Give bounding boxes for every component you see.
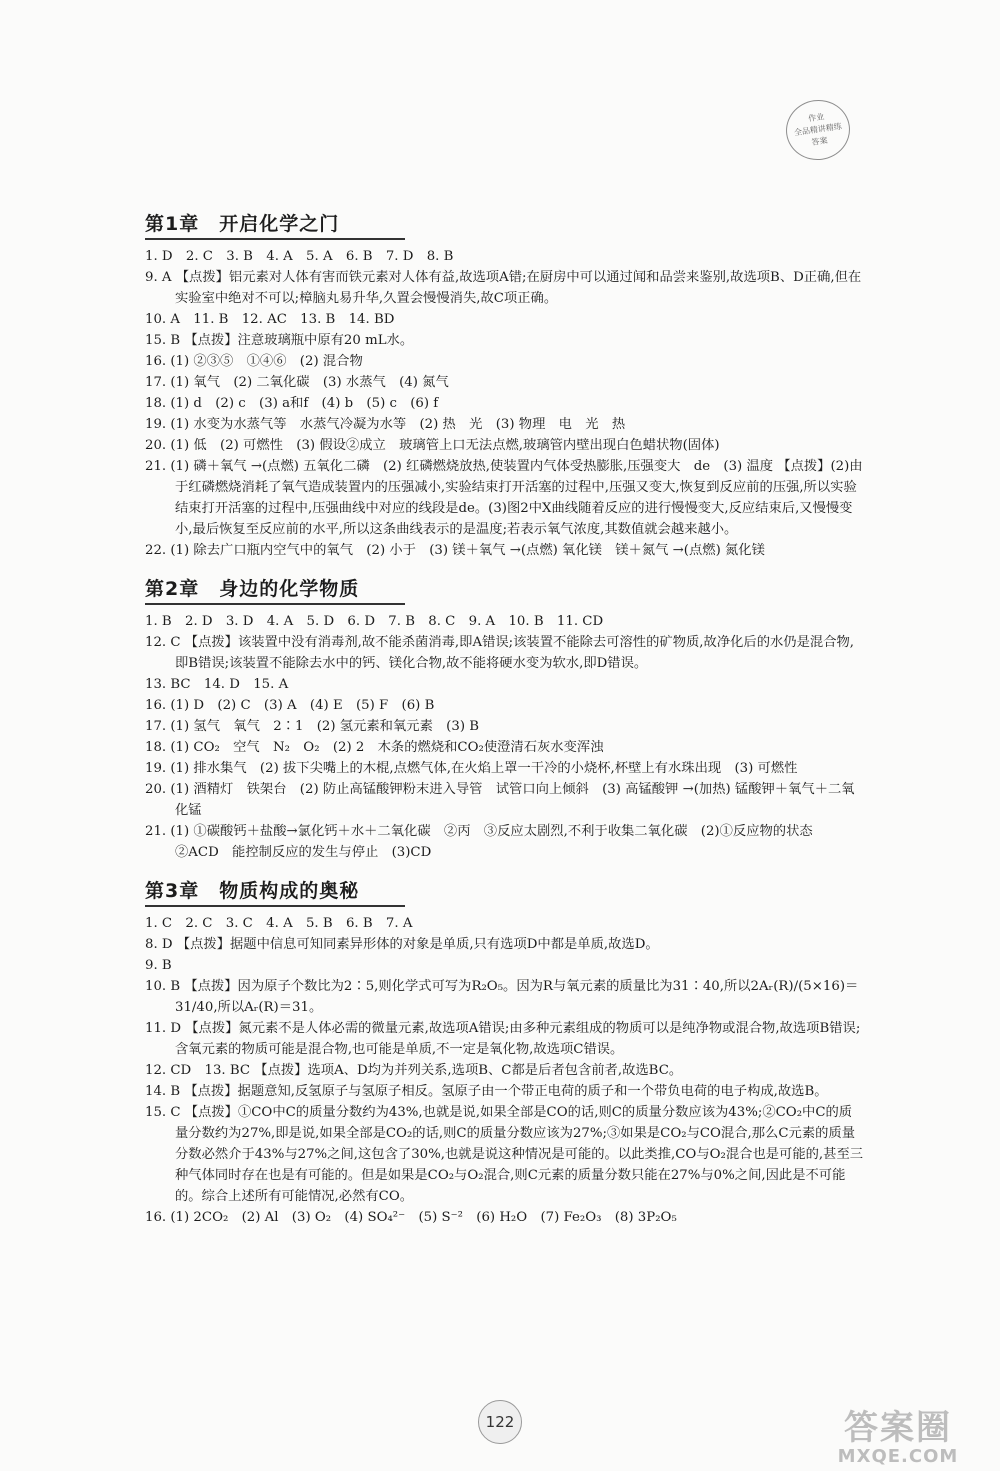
- chapter-title: 第2章 身边的化学物质: [145, 577, 405, 605]
- watermark-url: MXQE.COM: [837, 1446, 959, 1467]
- watermark-text: 答案圈: [844, 1408, 952, 1448]
- answer-line: 20. (1) 酒精灯 铁架台 (2) 防止高锰酸钾粉末进入导管 试管口向上倾斜 (3) 高锰酸钾 →(加热) 锰酸钾＋氧气＋二氧化锰: [145, 782, 855, 818]
- answer-line: 16. (1) ②③⑤ ①④⑥ (2) 混合物: [145, 354, 363, 369]
- answer-line: 9. B: [145, 958, 172, 973]
- answer-line: 13. BC 14. D 15. A: [145, 677, 289, 692]
- answer-line: 10. B 【点拨】因为原子个数比为2∶5,则化学式可写为R₂O₅。因为R与氧元素的质量比为31∶40,所以2Aᵣ(R)/(5×16)＝31/40,所以Aᵣ(R)＝31。: [145, 979, 859, 1015]
- answer-line: 18. (1) CO₂ 空气 N₂ O₂ (2) 2 木条的燃烧和CO₂使澄清石灰水变浑浊: [145, 740, 604, 755]
- answer-line: 19. (1) 排水集气 (2) 拔下尖嘴上的木棍,点燃气体,在火焰上罩一干冷的小烧杯,杯壁上有水珠出现 (3) 可燃性: [145, 761, 798, 776]
- answer-line: 20. (1) 低 (2) 可燃性 (3) 假设②成立 玻璃管上口无法点燃,玻璃管内壁出现白色蜡状物(固体): [145, 438, 720, 453]
- answer-line: 1. C 2. C 3. C 4. A 5. B 6. B 7. A: [145, 916, 413, 931]
- watermark-logo: [808, 1409, 988, 1467]
- answer-line: 12. C 【点拨】该装置中没有消毒剂,故不能杀菌消毒,即A错误;该装置不能除去可溶性的矿物质,故净化后的水仍是混合物,即B错误;该装置不能除去水中的钙、镁化合物,故不能将硬水变为软水,即D错误。: [145, 635, 855, 671]
- chapter-title: 第1章 开启化学之门: [145, 212, 405, 240]
- answer-line: 11. D 【点拨】氮元素不是人体必需的微量元素,故选项A错误;由多种元素组成的物质可以是纯净物或混合物,故选项B错误;含氧元素的物质可能是混合物,也可能是单质,不一定是氧化物,故选项C错误。: [145, 1021, 861, 1057]
- answer-line: 16. (1) 2CO₂ (2) Al (3) O₂ (4) SO₄²⁻ (5) S⁻² (6) H₂O (7) Fe₂O₃ (8) 3P₂O₅: [145, 1210, 677, 1225]
- answer-line: 17. (1) 氧气 (2) 二氧化碳 (3) 水蒸气 (4) 氮气: [145, 375, 449, 390]
- answer-line: 10. A 11. B 12. AC 13. B 14. BD: [145, 312, 395, 327]
- chapter-title: 第3章 物质构成的奥秘: [145, 879, 405, 907]
- answer-line: 21. (1) ①碳酸钙＋盐酸→氯化钙＋水＋二氧化碳 ②丙 ③反应太剧烈,不利于收集二氧化碳 (2)①反应物的状态 ②ACD 能控制反应的发生与停止 (3)CD: [145, 824, 826, 860]
- answer-content: [145, 212, 865, 1228]
- answer-line: 1. D 2. C 3. B 4. A 5. A 6. B 7. D 8. B: [145, 249, 454, 264]
- answer-line: 14. B 【点拨】据题意知,反氢原子与氢原子相反。氢原子由一个带正电荷的质子和一个带负电荷的电子构成,故选B。: [145, 1084, 828, 1099]
- answer-line: 16. (1) D (2) C (3) A (4) E (5) F (6) B: [145, 698, 435, 713]
- answer-line: 12. CD 13. BC 【点拨】选项A、D均为并列关系,选项B、C都是后者包含前者,故选BC。: [145, 1063, 683, 1078]
- answer-line: 8. D 【点拨】据题中信息可知同素异形体的对象是单质,只有选项D中都是单质,故选D。: [145, 937, 659, 952]
- answer-line: 1. B 2. D 3. D 4. A 5. D 6. D 7. B 8. C 9. A 10. B 11. CD: [145, 614, 604, 629]
- answer-line: 19. (1) 水变为水蒸气等 水蒸气冷凝为水等 (2) 热 光 (3) 物理 电 光 热: [145, 417, 626, 432]
- answer-line: 15. C 【点拨】①CO中C的质量分数约为43%,也就是说,如果全部是CO的话,则C的质量分数应该为43%;②CO₂中C的质量分数约为27%,即是说,如果全部是CO₂的话,则C的质量分数应该为27%;③如果是CO₂与CO混合,那么C元素的质量分数必然介于43%与27%之间,这包含了30%,也就是说这种情况是可能的。以此类推,CO与O₂混合也是可能的,甚至三种气体同时存在也是有可能的。但是如果是CO₂与O₂混合,则C元素的质量分数只能在27%与0%之间,因此是不可能的。综合上述所有可能情况,必然有CO。: [145, 1105, 864, 1204]
- answer-line: 17. (1) 氢气 氧气 2∶1 (2) 氢元素和氧元素 (3) B: [145, 719, 479, 734]
- answer-line: 18. (1) d (2) c (3) a和f (4) b (5) c (6) f: [145, 396, 439, 411]
- answer-line: 21. (1) 磷＋氧气 →(点燃) 五氧化二磷 (2) 红磷燃烧放热,使装置内气体受热膨胀,压强变大 de (3) 温度 【点拨】(2)由于红磷燃烧消耗了氧气造成装置内的压强减小,实验结束打开活塞的过程中,压强又变大,恢复到反应前的压强,所以实验结束打开活塞的过程中,压强曲线中对应的线段是de。(3)图2中X曲线随着反应的进行慢慢变大,反应结束后,又慢慢变小,最后恢复至反应前的水平,所以这条曲线表示的是温度;若表示氧气浓度,其数值就会越来越小。: [145, 459, 863, 537]
- answer-line: 9. A 【点拨】铝元素对人体有害而铁元素对人体有益,故选项A错;在厨房中可以通过闻和品尝来鉴别,故选项B、D正确,但在实验室中绝对不可以;樟脑丸易升华,久置会慢慢消失,故C项正确。: [145, 270, 862, 306]
- stamp-seal: 作业 全品精讲精练 答案: [782, 96, 854, 164]
- answer-line: 22. (1) 除去广口瓶内空气中的氧气 (2) 小于 (3) 镁＋氧气 →(点燃) 氧化镁 镁＋氮气 →(点燃) 氮化镁: [145, 543, 765, 558]
- page-number: 122: [478, 1400, 522, 1444]
- answer-line: 15. B 【点拨】注意玻璃瓶中原有20 mL水。: [145, 333, 414, 348]
